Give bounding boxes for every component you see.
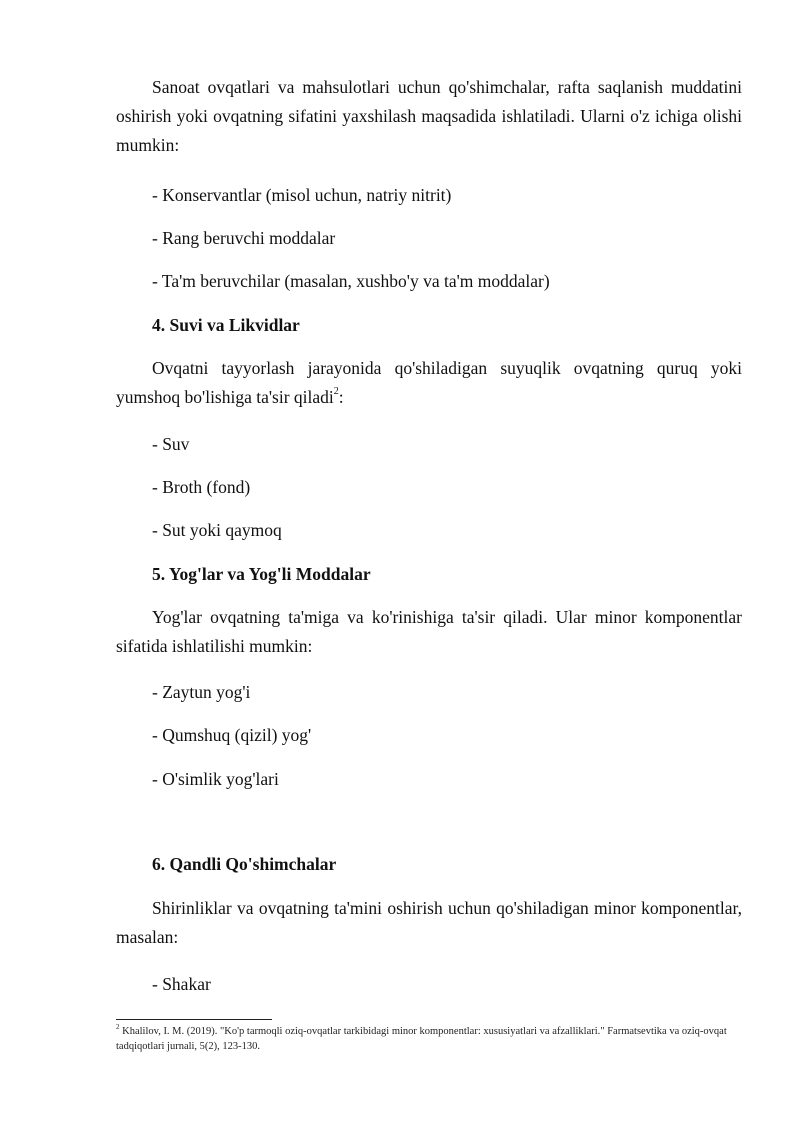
section-heading-6: 6. Qandli Qo'shimchalar bbox=[152, 854, 337, 874]
list-item: - Zaytun yog'i bbox=[152, 682, 251, 702]
list-item: - Sut yoki qaymoq bbox=[152, 520, 282, 540]
paragraph-fats-text: Yog'lar ovqatning ta'miga va ko'rinishiga ta'sir qiladi. Ular minor komponentlar sifatida ishlatilishi mumkin: bbox=[116, 607, 742, 656]
paragraph-additives bbox=[116, 73, 742, 160]
list-item: - Suv bbox=[152, 434, 190, 454]
section-heading-4: 4. Suvi va Likvidlar bbox=[152, 315, 300, 335]
list-item: - Konservantlar (misol uchun, natriy nitrit) bbox=[152, 185, 452, 205]
paragraph-fats bbox=[116, 603, 742, 661]
paragraph-liquids-text: Ovqatni tayyorlash jarayonida qo'shiladigan suyuqlik ovqatning quruq yoki yumshoq bo'lishiga ta'sir qiladi bbox=[116, 358, 742, 407]
list-item: - Broth (fond) bbox=[152, 477, 251, 497]
footnote-text: Khalilov, I. M. (2019). "Ko'p tarmoqli oziq-ovqatlar tarkibidagi minor komponentlar: xususiyatlari va afzalliklari." Farmatsevtika va oziq-ovqat tadqiqotlari jurnali, 5(2), 123-130. bbox=[116, 1026, 727, 1052]
footnote-marker: 2 bbox=[116, 1022, 120, 1031]
paragraph-additives-text: Sanoat ovqatlari va mahsulotlari uchun qo'shimchalar, rafta saqlanish muddatini oshirish yoki ovqatning sifatini yaxshilash maqsadida ishlatiladi. Ularni o'z ichiga olishi mumkin: bbox=[116, 77, 742, 155]
paragraph-liquids-end: : bbox=[338, 387, 344, 407]
paragraph-sweeteners bbox=[116, 894, 742, 952]
list-item: - O'simlik yog'lari bbox=[152, 769, 279, 789]
section-heading-5: 5. Yog'lar va Yog'li Moddalar bbox=[152, 564, 371, 584]
footnote-separator bbox=[116, 1019, 272, 1020]
list-item: - Rang beruvchi moddalar bbox=[152, 228, 336, 248]
list-item: - Ta'm beruvchilar (masalan, xushbo'y va ta'm moddalar) bbox=[152, 271, 550, 291]
paragraph-liquids bbox=[116, 354, 742, 412]
list-item: - Qumshuq (qizil) yog' bbox=[152, 725, 312, 745]
paragraph-sweeteners-text: Shirinliklar va ovqatning ta'mini oshirish uchun qo'shiladigan minor komponentlar, masalan: bbox=[116, 898, 742, 947]
footnote-reference[interactable]: 2 bbox=[333, 386, 339, 398]
list-item: - Shakar bbox=[152, 974, 211, 994]
footnote bbox=[116, 1024, 744, 1054]
